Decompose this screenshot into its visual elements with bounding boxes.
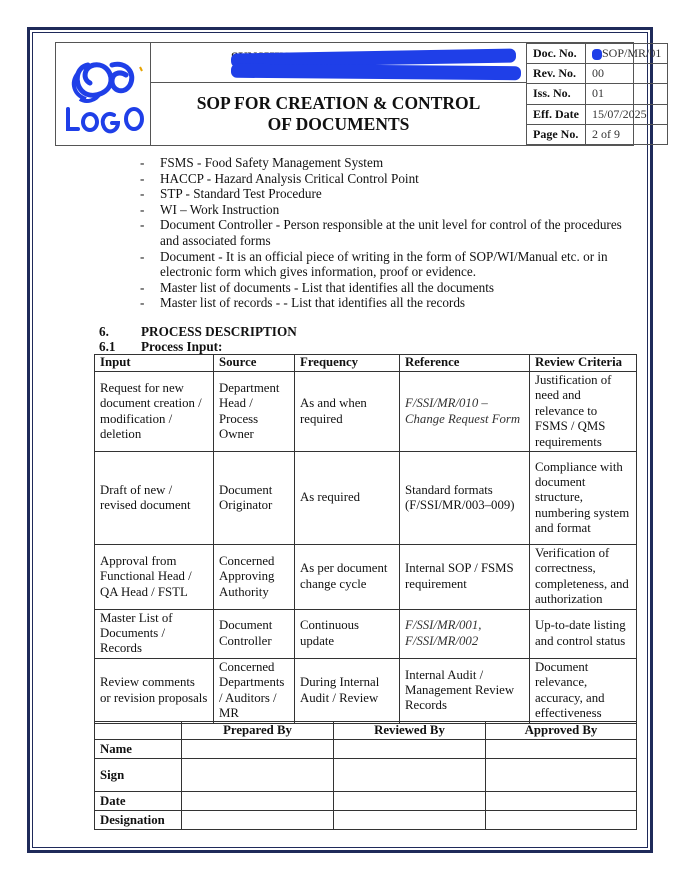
signoff-cell[interactable]	[486, 792, 637, 811]
title-line-1: SOP FOR CREATION & CONTROL	[196, 93, 481, 113]
meta-row-eff-date	[527, 104, 668, 124]
table-cell: Internal Audit / Management Review Records	[400, 658, 530, 723]
table-cell: Standard formats (F/SSI/MR/003–009)	[400, 452, 530, 545]
column-header: Review Criteria	[530, 355, 637, 372]
table-cell: Justification of need and relevance to FSMS / QMS requirements	[530, 372, 637, 452]
signoff-cell[interactable]	[182, 792, 334, 811]
table-cell: As per document change cycle	[295, 545, 400, 610]
column-header: Prepared By	[182, 722, 334, 740]
table-header-row	[95, 355, 637, 372]
table-row	[95, 759, 637, 792]
table-cell: Draft of new / revised document	[95, 452, 214, 545]
signoff-cell[interactable]	[334, 740, 486, 759]
definition-item: - FSMS - Food Safety Management System	[140, 155, 384, 170]
column-header: Frequency	[295, 355, 400, 372]
process-input-table	[94, 354, 637, 724]
table-cell: Department Head / Process Owner	[214, 372, 295, 452]
signoff-table	[94, 721, 637, 830]
document-header	[55, 42, 662, 146]
row-label: Name	[95, 740, 182, 759]
meta-key: Eff. Date	[527, 104, 586, 124]
column-header: Reviewed By	[334, 722, 486, 740]
table-cell: Verification of correctness, completeness, and authorization	[530, 545, 637, 610]
column-header	[95, 722, 182, 740]
company-name-cell	[151, 43, 526, 83]
signoff-cell[interactable]	[182, 811, 334, 830]
table-row	[95, 811, 637, 830]
table-cell: During Internal Audit / Review	[295, 658, 400, 723]
table-row	[95, 740, 637, 759]
meta-row-iss-no	[527, 84, 668, 104]
signoff-cell[interactable]	[486, 811, 637, 830]
table-cell: F/SSI/MR/001, F/SSI/MR/002	[400, 609, 530, 658]
table-cell: Review comments or revision proposals	[95, 658, 214, 723]
column-header: Approved By	[486, 722, 637, 740]
table-cell: Document Originator	[214, 452, 295, 545]
logo-scribble-icon	[56, 43, 151, 145]
row-label: Sign	[95, 759, 182, 792]
definition-item: - HACCP - Hazard Analysis Critical Control Point	[140, 170, 419, 186]
document-title	[151, 83, 526, 145]
table-row	[95, 452, 637, 545]
signoff-cell[interactable]	[334, 759, 486, 792]
table-cell: Compliance with document structure, numbering system and format	[530, 452, 637, 545]
definition-item: - WI – Work Instruction	[140, 201, 280, 217]
meta-value: 00	[585, 64, 667, 84]
table-cell: Continuous update	[295, 609, 400, 658]
section-heading-6: 6. PROCESS DESCRIPTION	[99, 324, 297, 339]
table-cell: As and when required	[295, 372, 400, 452]
signoff-cell[interactable]	[182, 759, 334, 792]
definition-item: - Master list of records - - List that identifies all the records	[140, 295, 466, 311]
table-cell: Request for new document creation / modification / deletion	[95, 372, 214, 452]
document-meta-table	[526, 43, 668, 145]
company-logo	[56, 43, 151, 145]
table-row	[95, 372, 637, 452]
meta-key: Rev. No.	[527, 64, 586, 84]
meta-row-page-no	[527, 124, 668, 144]
signoff-cell[interactable]	[334, 792, 486, 811]
table-cell: F/SSI/MR/010 – Change Request Form	[400, 372, 530, 452]
meta-key: Page No.	[527, 124, 586, 144]
table-cell: Approval from Functional Head / QA Head / FSTL	[95, 545, 214, 610]
signoff-cell[interactable]	[486, 740, 637, 759]
table-cell: As required	[295, 452, 400, 545]
signoff-cell[interactable]	[486, 759, 637, 792]
definition-item: - Document - It is an official piece of writing in the form of SOP/WI/Manual etc. or in electronic form which gives information, proof or evidence.	[140, 248, 608, 280]
table-row	[95, 658, 637, 723]
title-line-2: OF DOCUMENTS	[267, 114, 410, 134]
meta-key: Iss. No.	[527, 84, 586, 104]
meta-value: 15/07/2025	[585, 104, 667, 124]
meta-row-doc-no	[527, 44, 668, 64]
meta-value: 01	[585, 84, 667, 104]
column-header: Source	[214, 355, 295, 372]
definition-item: - Master list of documents - List that identifies all the documents	[140, 279, 495, 295]
column-header: Reference	[400, 355, 530, 372]
meta-row-rev-no	[527, 64, 668, 84]
table-cell: Internal SOP / FSMS requirement	[400, 545, 530, 610]
table-row	[95, 792, 637, 811]
table-row	[95, 609, 637, 658]
table-cell: Master List of Documents / Records	[95, 609, 214, 658]
definitions-list	[140, 155, 635, 311]
section-heading-6-1: 6.1 Process Input:	[99, 339, 223, 354]
signoff-cell[interactable]	[334, 811, 486, 830]
definition-item: - STP - Standard Test Procedure	[140, 186, 322, 202]
table-row	[95, 545, 637, 610]
meta-value: SOP/MR/01	[585, 44, 667, 64]
definition-item: - Document Controller - Person responsible at the unit level for control of the procedures and associated forms	[140, 217, 622, 248]
table-cell: Document relevance, accuracy, and effectiveness	[530, 658, 637, 723]
redaction-bar	[231, 64, 521, 81]
meta-value: 2 of 9	[585, 124, 667, 144]
row-label: Designation	[95, 811, 182, 830]
table-header-row	[95, 722, 637, 740]
table-cell: Document Controller	[214, 609, 295, 658]
signoff-cell[interactable]	[182, 740, 334, 759]
meta-key: Doc. No.	[527, 44, 586, 64]
column-header: Input	[95, 355, 214, 372]
table-cell: Concerned Departments / Auditors / MR	[214, 658, 295, 723]
table-cell: Up-to-date listing and control status	[530, 609, 637, 658]
table-cell: Concerned Approving Authority	[214, 545, 295, 610]
row-label: Date	[95, 792, 182, 811]
